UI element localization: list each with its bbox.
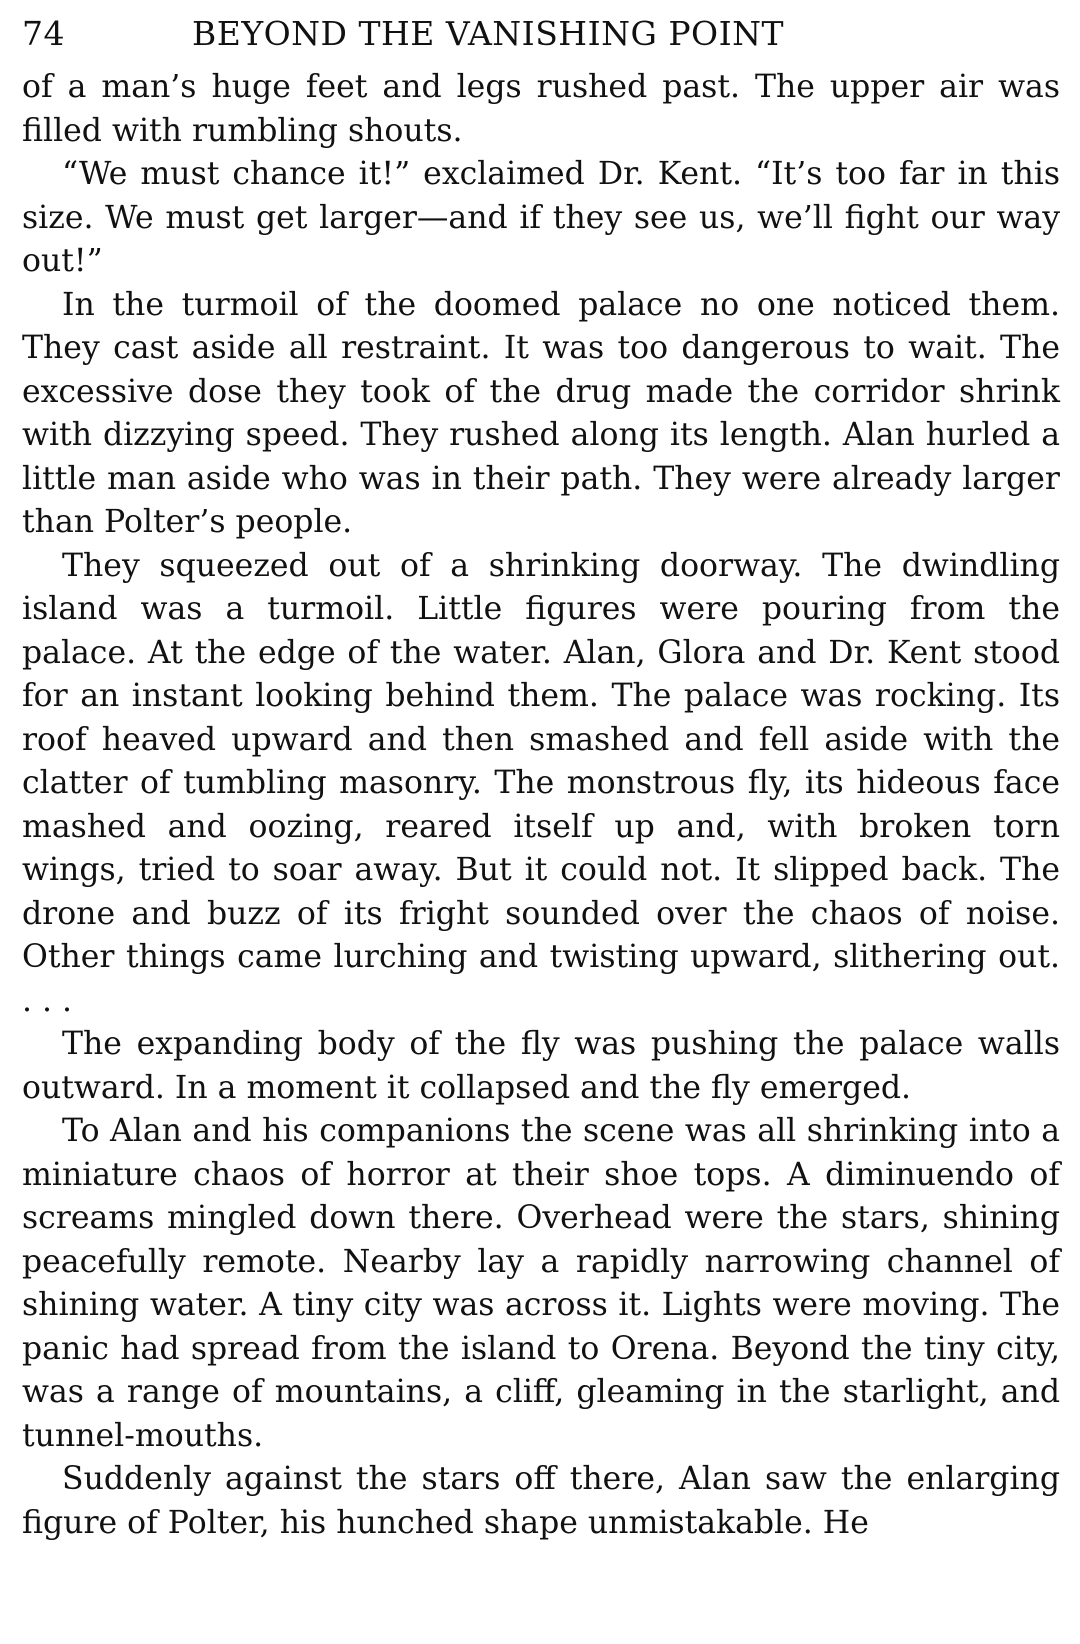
paragraph: The expanding body of the fly was pushing the palace walls outward. In a moment it collapsed and the fly emerged.	[22, 1026, 1060, 1106]
book-page	[22, 14, 1060, 1545]
paragraph: To Alan and his companions the scene was all shrinking into a miniature chaos of horror at their shoe tops. A diminuendo of screams mingled down there. Overhead were the stars, shining peacefully remote. Nearby lay a rapidly narrowing channel of shining water. A tiny city was across it. Lights were moving. The panic had spread from the island to Orena. Beyond the tiny city, was a range of mountains, a cliff, gleaming in the starlight, and tunnel-mouths.	[22, 1113, 1060, 1454]
body-text	[22, 66, 1060, 1545]
running-head	[22, 14, 1060, 66]
paragraph: “We must chance it!” exclaimed Dr. Kent. “It’s too far in this size. We must get larger—and if they see us, we’ll fight our way out!”	[22, 156, 1060, 279]
page-number: 74	[22, 14, 65, 53]
paragraph: Suddenly against the stars off there, Alan saw the enlarging figure of Polter, his hunched shape unmistakable. He	[22, 1461, 1060, 1541]
paragraph-continued: of a man’s huge feet and legs rushed past. The upper air was filled with rumbling shouts.	[22, 69, 1060, 149]
paragraph: They squeezed out of a shrinking doorway. The dwindling island was a turmoil. Little figures were pouring from the palace. At the edge of the water. Alan, Glora and Dr. Kent stood for an instant looking behind them. The palace was rocking. Its roof heaved upward and then smashed and fell aside with the clatter of tumbling masonry. The monstrous fly, its hideous face mashed and oozing, reared itself up and, with broken torn wings, tried to soar away. But it could not. It slipped back. The drone and buzz of its fright sounded over the chaos of noise. Other things came lurching and twisting upward, slithering out. . . .	[22, 547, 1060, 1019]
paragraph: In the turmoil of the doomed palace no one noticed them. They cast aside all restraint. It was too dangerous to wait. The excessive dose they took of the drug made the corridor shrink with dizzying speed. They rushed along its length. Alan hurled a little man aside who was in their path. They were already larger than Polter’s people.	[22, 286, 1060, 540]
running-title: BEYOND THE VANISHING POINT	[192, 14, 785, 53]
